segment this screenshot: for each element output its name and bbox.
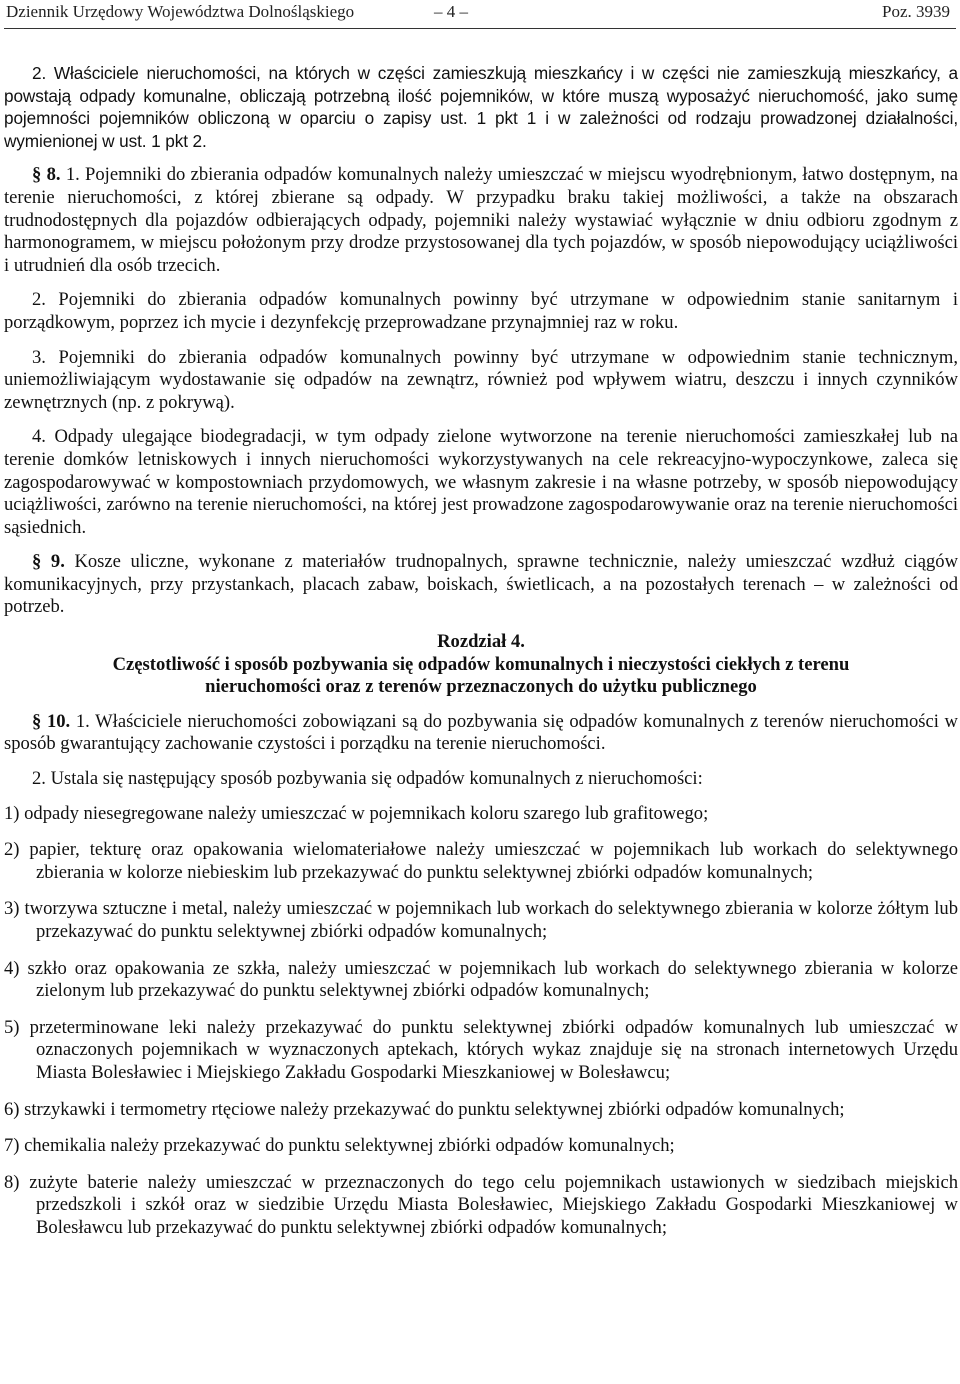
section-8-paragraph-3: 3. Pojemniki do zbierania odpadów komunalnych powinny być utrzymane w odpowiednim stanie technicznym, uniemożliwiającym wydostawanie się odpadów na zewnątrz, również pod wpływem wiatru, deszczu i innych czynników zewnętrznych (np. z pokrywą). [4, 346, 958, 413]
list-item: 6) strzykawki i termometry rtęciowe należy przekazywać do punktu selektywnej zbiórki odpadów komunalnych; [4, 1098, 845, 1120]
section-9-paragraph [4, 551, 958, 619]
page-number: – 4 – [434, 2, 468, 21]
list-item: 5) przeterminowane leki należy przekazywać do punktu selektywnej zbiórki odpadów komunalnych lub umieszczać w oznaczonych pojemnikach w wyznaczonych aptekach, których wykaz znajduje się na stronach internetowych Urzędu Miasta Bolesławiec i Miejskiego Zakładu Gospodarki Mieszkaniowej w Bolesławcu; [4, 1016, 958, 1083]
section-10-paragraph-1 [4, 711, 958, 756]
list-item: 8) zużyte baterie należy umieszczać w przeznaczonych do tego celu pojemnikach ustawionych w siedzibach miejskich przedszkoli i szkół oraz w siedzibie Urzędu Miasta Bolesławiec, Miejskiego Zakładu Gospodarki Mieszkaniowej w Bolesławcu lub przekazywać do punktu selektywnej zbiórki odpadów komunalnych; [4, 1171, 958, 1238]
chapter-title-line-2: nieruchomości oraz z terenów przeznaczonych do użytku publicznego [205, 676, 757, 698]
section-8-paragraph-2: 2. Pojemniki do zbierania odpadów komunalnych powinny być utrzymane w odpowiednim stanie sanitarnym i porządkowym, poprzez ich mycie i dezynfekcję przeprowadzane przynajmniej raz w roku. [4, 289, 958, 333]
section-8-label: § 8. [32, 164, 61, 186]
section-8-text-1: 1. Pojemniki do zbierania odpadów komunalnych należy umieszczać w miejscu wyodrębnionym, łatwo dostępnym, na terenie nieruchomości, z której zbierane są odpady. W przypadku braku takiej możliwości, a także na obszarach trudnodostępnych dla pojazdów odbierających odpady, pojemniki należy wystawiać wyłącznie w dniu odbioru zgodnym z harmonogramem, w miejscu położonym przy drodze przystosowanej dla tych pojazdów, w sposób niepowodujący uciążliwości i utrudnień dla osób trzecich. [4, 164, 959, 276]
list-item: 3) tworzywa sztuczne i metal, należy umieszczać w pojemnikach lub workach do selektywnego zbierania w kolorze żółtym lub przekazywać do punktu selektywnej zbiórki odpadów komunalnych; [4, 898, 958, 942]
disposal-methods-list [4, 803, 958, 1240]
list-item: 1) odpady niesegregowane należy umieszczać w pojemnikach koloru szarego lub grafitowego; [4, 802, 709, 824]
document-body [4, 62, 958, 1254]
page-header [4, 0, 956, 29]
chapter-title-line-1: Częstotliwość i sposób pozbywania się odpadów komunalnych i nieczystości ciekłych z terenu [112, 653, 850, 675]
list-item: 4) szkło oraz opakowania ze szkła, należy umieszczać w pojemnikach lub workach do selektywnego zbierania w kolorze zielonym lub przekazywać do punktu selektywnej zbiórki odpadów komunalnych; [4, 957, 958, 1002]
position-number: Poz. 3939 [882, 2, 950, 21]
list-item: 7) chemikalia należy przekazywać do punktu selektywnej zbiórki odpadów komunalnych; [4, 1135, 675, 1157]
paragraph-2-intro: 2. Właściciele nieruchomości, na których w części zamieszkują mieszkańcy i w części nie zamieszkują mieszkańcy, a powstają odpady komunalne, obliczają potrzebną ilość pojemników, w które muszą wyposażyć nieruchomość, jako sumę pojemności pojemników obliczoną w oparciu o zapisy ust. 1 pkt 1 i w zależności od rodzaju prowadzonej działalności, wymienionej w ust. 1 pkt 2. [4, 63, 958, 151]
section-8-paragraph-1 [4, 164, 958, 277]
section-8-paragraph-4: 4. Odpady ulegające biodegradacji, w tym odpady zielone wytworzone na terenie nieruchomości zamieszkałej lub na terenie domków letniskowych i innych nieruchomości wykorzystywanych na cele rekreacyjno-wypoczynkowe, zaleca się zagospodarowywać w kompostowniach przydomowych, we własnym zakresie i na własne potrzeby, w sposób niepowodujący uciążliwości, zarówno na terenie nieruchomości, na której jest prowadzone zagospodarowywanie oraz na terenie nieruchomości sąsiednich. [4, 426, 958, 538]
section-10-text-1: 1. Właściciele nieruchomości zobowiązani są do pozbywania się odpadów komunalnych z terenów nieruchomości w sposób gwarantujący zachowanie czystości i porządku na terenie nieruchomości. [4, 710, 958, 755]
section-10-paragraph-2: 2. Ustala się następujący sposób pozbywania się odpadów komunalnych z nieruchomości: [32, 768, 703, 790]
chapter-heading [4, 631, 958, 699]
section-9-text: Kosze uliczne, wykonane z materiałów trudnopalnych, sprawne technicznie, należy umieszczać wzdłuż ciągów komunikacyjnych, przy przystankach, placach zabaw, boiskach, świetlicach, a na pozostałych terenach – w zależności od potrzeb. [4, 551, 959, 618]
journal-title: Dziennik Urzędowy Województwa Dolnośląskiego [6, 2, 355, 21]
chapter-number: Rozdział 4. [437, 631, 525, 653]
list-item: 2) papier, tekturę oraz opakowania wielomateriałowe należy umieszczać w pojemnikach lub workach do selektywnego zbierania w kolorze niebieskim lub przekazywać do punktu selektywnej zbiórki odpadów komunalnych; [4, 839, 958, 883]
section-9-label: § 9. [32, 551, 65, 573]
section-10-label: § 10. [32, 710, 71, 732]
